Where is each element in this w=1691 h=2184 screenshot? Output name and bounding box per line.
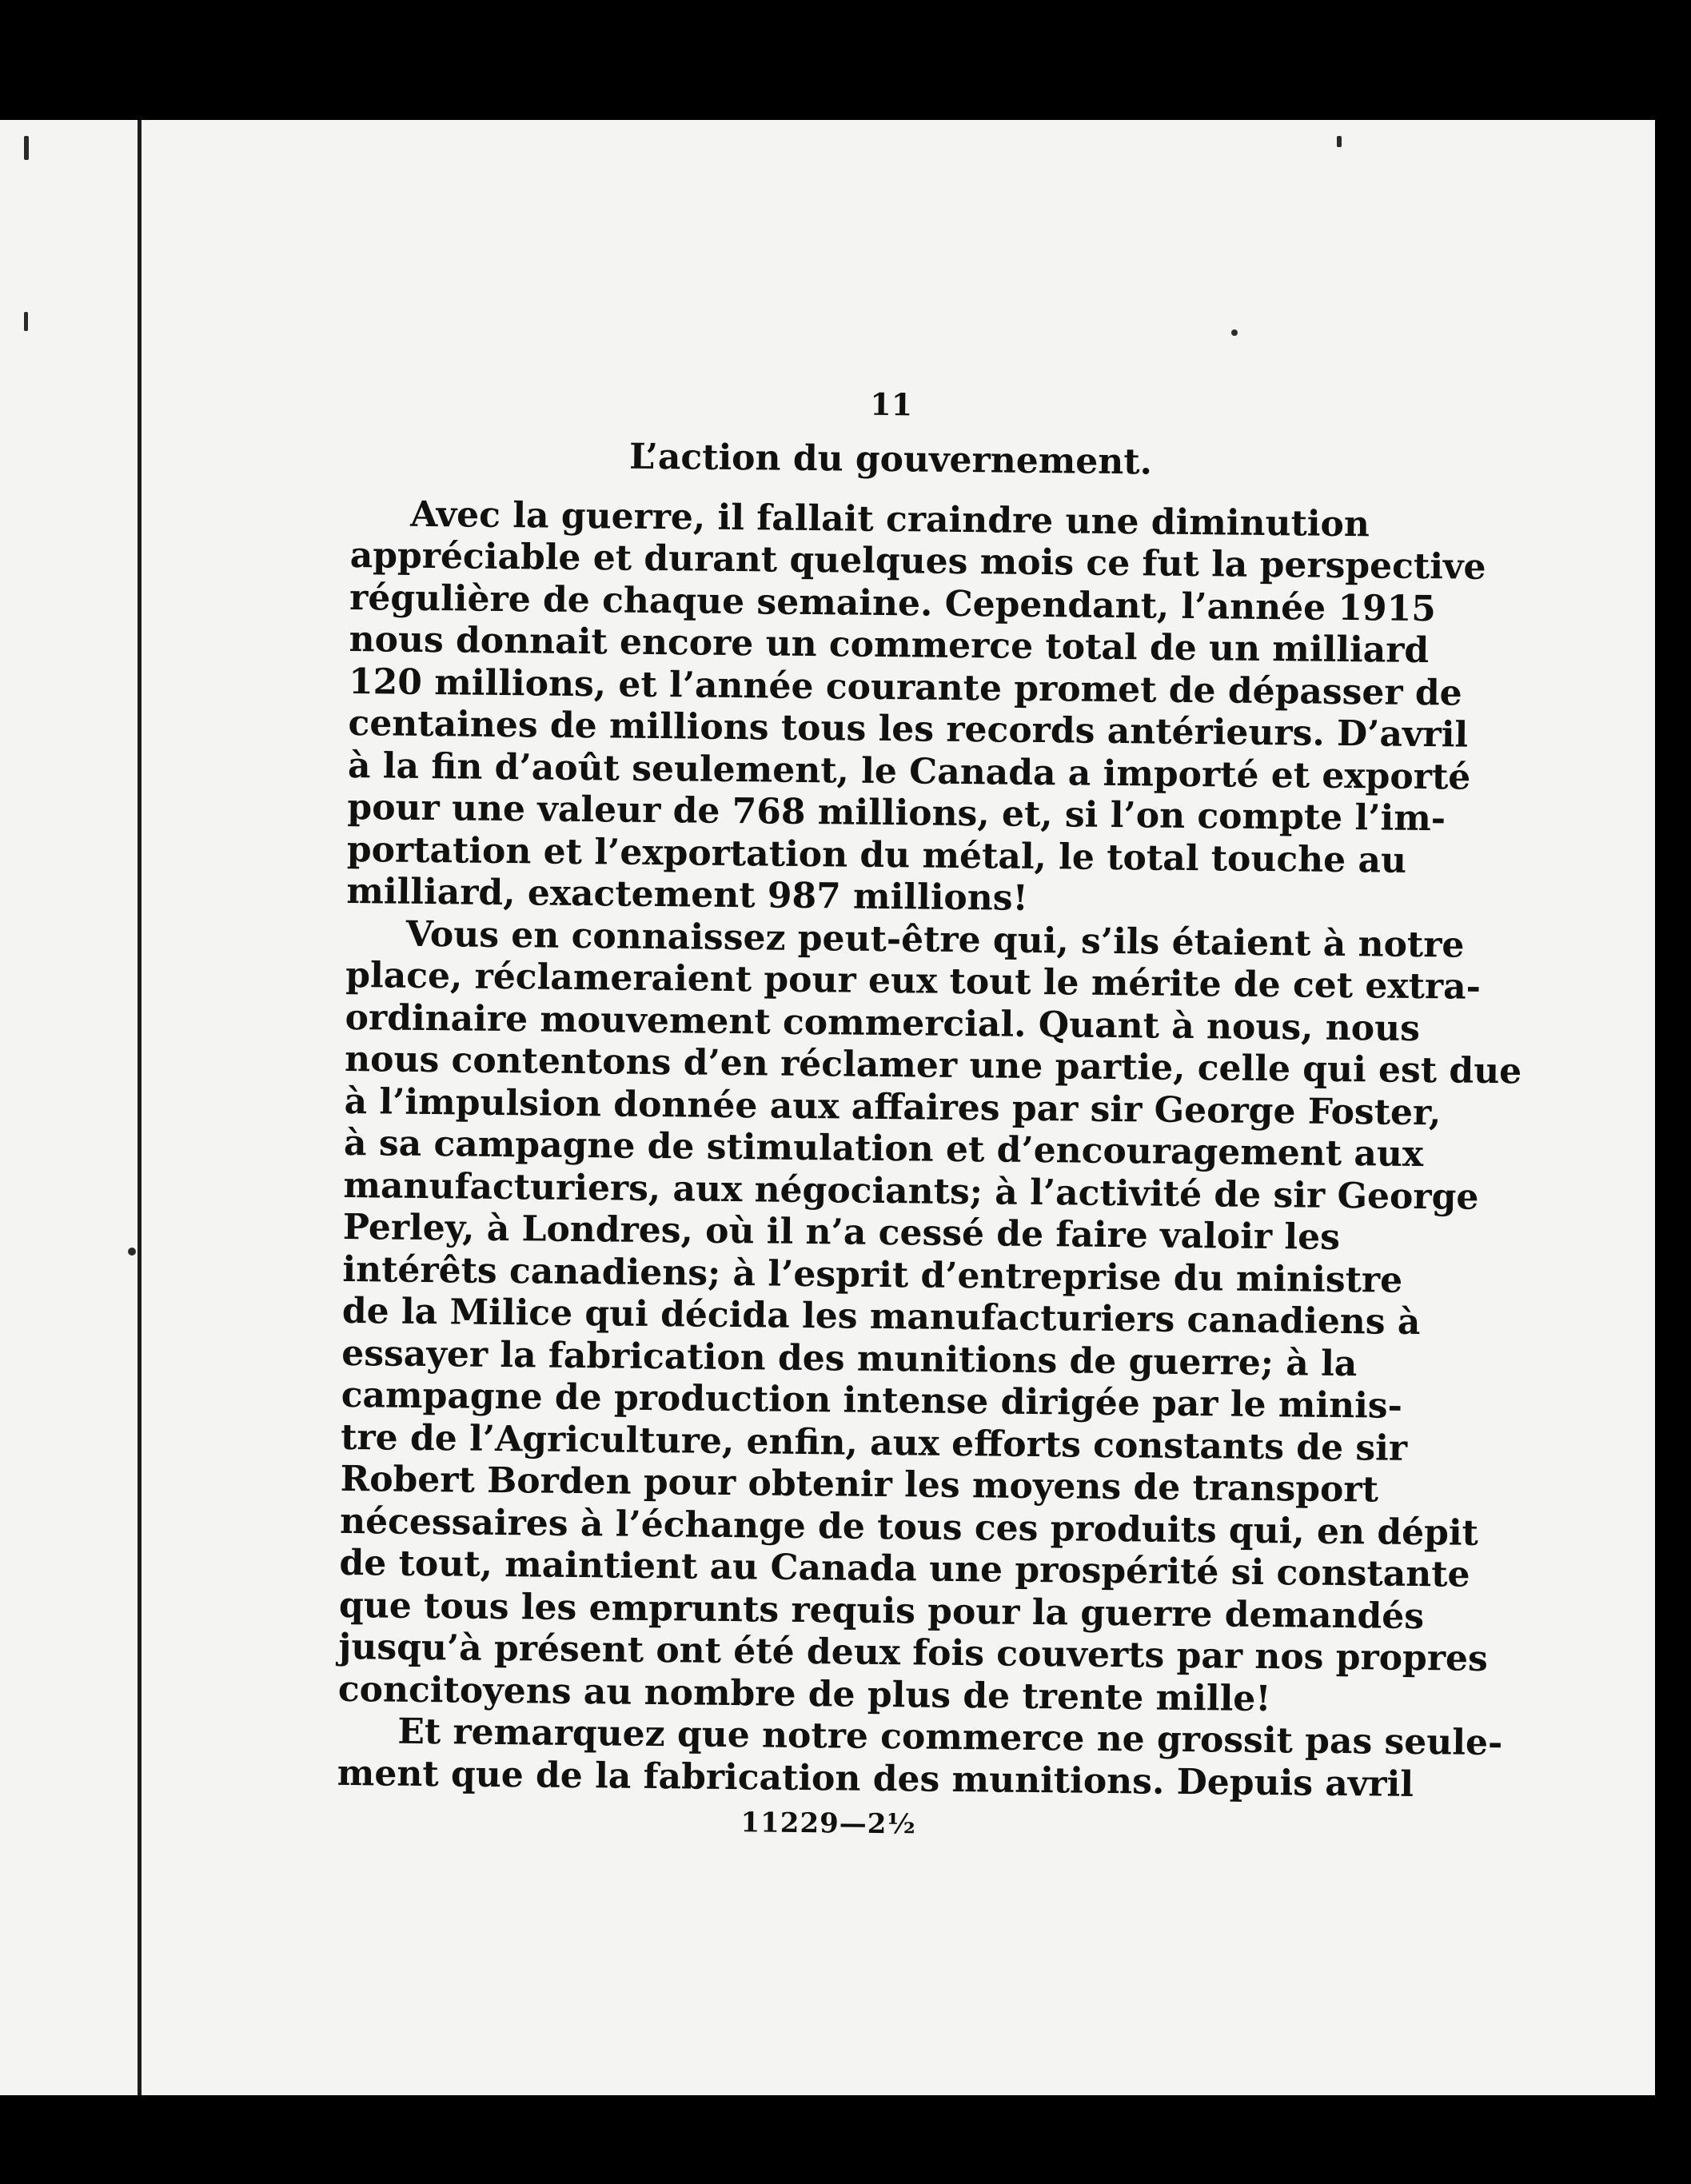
- left-border-line: [138, 120, 142, 2095]
- section-title: L’action du gouvernement.: [628, 436, 1153, 483]
- text-line: ment que de la fabrication des munitions. Depuis avril: [337, 1752, 1414, 1805]
- text-line: place, réclameraient pour eux tout le mérite de cet extra-: [345, 955, 1482, 1008]
- text-line: appréciable et durant quelques mois ce fut la perspective: [349, 535, 1486, 589]
- text-line: nous contentons d’en réclamer une partie, celle qui est due: [344, 1039, 1522, 1092]
- text-line: pour une valeur de 768 millions, et, si l’on compte l’im-: [347, 787, 1446, 840]
- text-line: nécessaires à l’échange de tous ces produits qui, en dépit: [339, 1500, 1479, 1554]
- signature-mark: 11229—2½: [740, 1807, 917, 1841]
- paragraph-3: [337, 1711, 1503, 1805]
- text-line: que tous les emprunts requis pour la guerre demandés: [338, 1584, 1425, 1637]
- text-line: centaines de millions tous les records antérieurs. D’avril: [348, 703, 1469, 756]
- edge-mark: [24, 312, 28, 331]
- text-line: milliard, exactement 987 millions!: [346, 871, 1029, 920]
- text-line: concitoyens au nombre de plus de trente mille!: [337, 1668, 1271, 1719]
- text-line: de la Milice qui décida les manufacturiers canadiens à: [341, 1291, 1421, 1344]
- paragraph-1: [346, 493, 1486, 924]
- text-line: intérêts canadiens; à l’esprit d’entreprise du ministre: [342, 1248, 1403, 1301]
- text-line: Avec la guerre, il fallait craindre une diminution: [410, 493, 1370, 545]
- text-line: tre de l’Agriculture, enfin, aux efforts constants de sir: [340, 1416, 1408, 1469]
- text-line: 120 millions, et l’année courante promet de dépasser de: [348, 661, 1462, 714]
- edge-mark: [24, 136, 29, 160]
- text-line: Perley, à Londres, où il n’a cessé de faire valoir les: [342, 1207, 1341, 1259]
- text-line: régulière de chaque semaine. Cependant, l’année 1915: [349, 577, 1437, 630]
- text-line: portation et l’exportation du métal, le total touche au: [346, 828, 1407, 881]
- text-line: à l’impulsion donnée aux affaires par sir George Foster,: [344, 1080, 1442, 1134]
- text-line: Et remarquez que notre commerce ne grossit pas seule-: [397, 1711, 1503, 1764]
- scanned-page: [0, 120, 1655, 2095]
- edge-mark: [128, 1248, 136, 1256]
- text-line: à sa campagne de stimulation et d’encouragement aux: [343, 1123, 1424, 1176]
- text-line: Robert Borden pour obtenir les moyens de transport: [340, 1459, 1379, 1511]
- text-line: campagne de production intense dirigée par le minis-: [341, 1375, 1403, 1427]
- page-number: 11: [870, 385, 913, 423]
- text-line: jusqu’à présent ont été deux fois couverts par nos propres: [338, 1627, 1489, 1680]
- text-line: nous donnait encore un commerce total de un milliard: [349, 619, 1430, 672]
- text-line: essayer la fabrication des munitions de guerre; à la: [341, 1332, 1358, 1385]
- paragraph-2: [337, 913, 1522, 1721]
- text-line: de tout, maintient au Canada une prospérité si constante: [339, 1543, 1470, 1596]
- text-line: manufacturiers, aux négociants; à l’activité de sir George: [343, 1164, 1479, 1218]
- edge-mark: [1337, 136, 1342, 147]
- text-line: ordinaire mouvement commercial. Quant à nous, nous: [345, 996, 1421, 1049]
- text-line: Vous en connaissez peut-être qui, s’ils étaient à notre: [405, 913, 1465, 966]
- edge-mark: [1231, 329, 1238, 336]
- text-block: [337, 384, 1522, 1845]
- text-line: à la fin d’août seulement, le Canada a importé et exporté: [347, 745, 1471, 798]
